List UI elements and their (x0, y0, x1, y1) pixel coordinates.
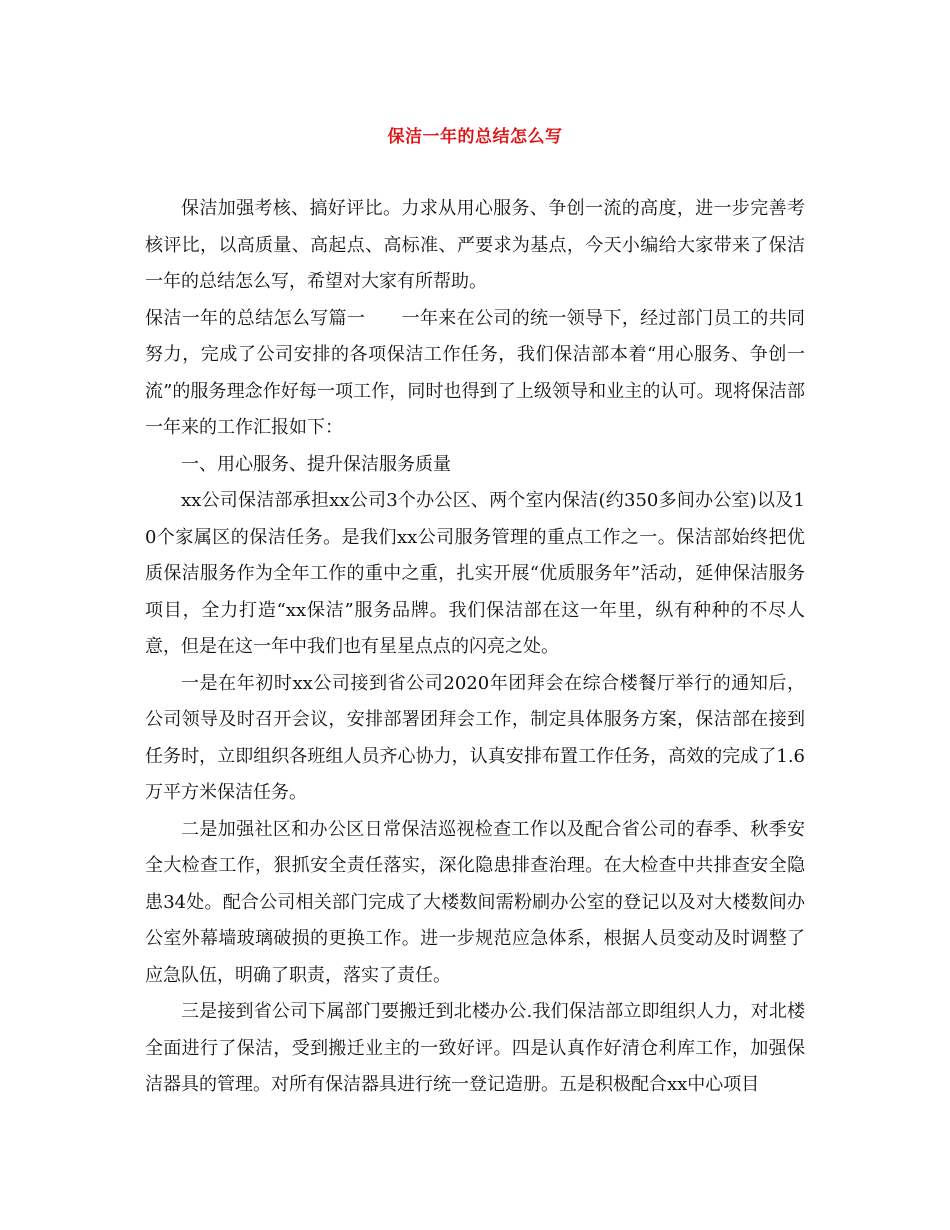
part-paragraph (145, 301, 805, 447)
part-intro: 一年来在公司的统一领导下，经过部门员工的共同努力，完成了公司安排的各项保洁工作任务，我们保洁部本着“用心服务、争创一流”的服务理念作好每一项工作，同时也得到了上级领导和业主的认可。现将保洁部一年来的工作汇报如下： (145, 307, 805, 438)
part-heading: 保洁一年的总结怎么写篇一 (145, 307, 366, 329)
intro-paragraph: 保洁加强考核、搞好评比。力求从用心服务、争创一流的高度，进一步完善考核评比，以高质量、高起点、高标准、严要求为基点，今天小编给大家带来了保洁一年的总结怎么写，希望对大家有所帮助。 (145, 198, 805, 292)
section-paragraph: 一是在年初时xx公司接到省公司2020年团拜会在综合楼餐厅举行的通知后，公司领导及时召开会议，安排部署团拜会工作，制定具体服务方案，保洁部在接到任务时，立即组织各班组人员齐心协力，认真安排布置工作任务，高效的完成了1.6万平方米保洁任务。 (145, 672, 805, 803)
section-paragraph: 二是加强社区和办公区日常保洁巡视检查工作以及配合省公司的春季、秋季安全大检查工作，狠抓安全责任落实，深化隐患排查治理。在大检查中共排查安全隐患34处。配合公司相关部门完成了大楼数间需粉刷办公室的登记以及对大楼数间办公室外幕墙玻璃破损的更换工作。进一步规范应急体系，根据人员变动及时调整了应急队伍，明确了职责，落实了责任。 (145, 818, 805, 986)
section-paragraph: xx公司保洁部承担xx公司3个办公区、两个室内保洁(约350多间办公室)以及10个家属区的保洁任务。是我们xx公司服务管理的重点工作之一。保洁部始终把优质保洁服务作为全年工作的重中之重，扎实开展“优质服务年”活动，延伸保洁服务项目，全力打造“xx保洁”服务品牌。我们保洁部在这一年里，纵有种种的不尽人意，但是在这一年中我们也有星星点点的闪亮之处。 (145, 490, 805, 657)
section-paragraph: 三是接到省公司下属部门要搬迁到北楼办公.我们保洁部立即组织人力，对北楼全面进行了保洁，受到搬迁业主的一致好评。四是认真作好清仓利库工作，加强保洁器具的管理。对所有保洁器具进行统一登记造册。五是积极配合xx中心项目 (145, 1001, 805, 1095)
document-title: 保洁一年的总结怎么写 (387, 127, 563, 147)
section-heading: 一、用心服务、提升保洁服务质量 (181, 453, 451, 475)
document-body (145, 191, 805, 1104)
